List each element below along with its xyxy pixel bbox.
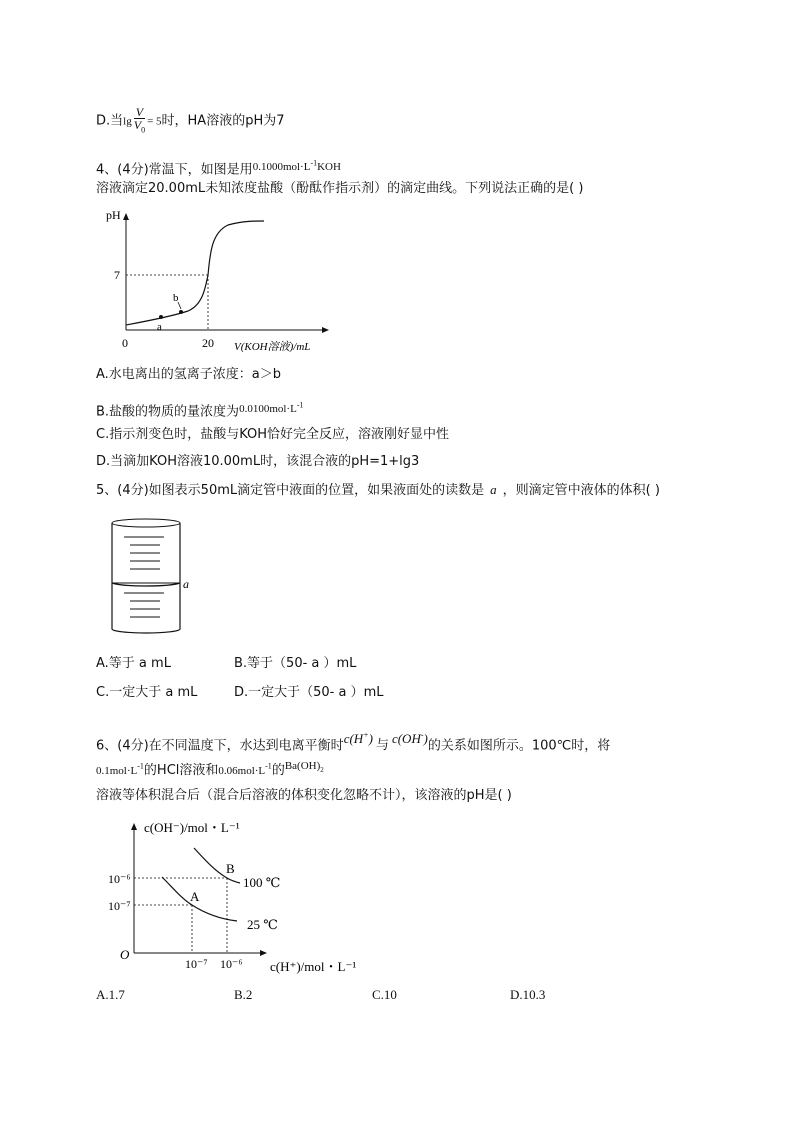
- q4-point-a: [159, 315, 163, 319]
- q6-c-h: c(H+): [343, 731, 373, 747]
- q5-option-b: B.等于（50- a ）mL: [234, 656, 357, 671]
- q6-label-b: B: [226, 861, 235, 876]
- q6-stem-line2: $0.1mol\cdot L^{-1}$的HCl溶液和$0.06mol\cdot L^{-1}$的$^{Ba(OH)_2}$: [96, 760, 324, 778]
- q4-concentration: 0.1000mol·L-1KOH: [252, 158, 341, 173]
- q6-option-b: B.2: [234, 987, 253, 1002]
- q6-baoh2: Ba(OH)2: [284, 760, 324, 775]
- fraction-denominator: $V_0$: [133, 118, 146, 135]
- q6-label-100c: 100 ℃: [243, 875, 281, 890]
- q6-y-arrow: [131, 823, 137, 830]
- q5-stem-var: a: [490, 482, 497, 497]
- q4-y-label: pH: [106, 208, 121, 222]
- q4-option-a: A.水电离出的氢离子浓度：a＞b: [96, 367, 282, 382]
- q6-stem-line3: 溶液等体积混合后（混合后溶液的体积变化忽略不计），该溶液的pH是( ): [96, 788, 512, 803]
- q4-x-origin: 0: [122, 336, 128, 350]
- q5-upper-graduations: [124, 537, 164, 569]
- q6-x-arrow: [260, 950, 267, 956]
- q4-option-d: D.当滴加KOH溶液10.00mL时，该混合液的pH=1+lg3: [96, 454, 420, 469]
- q5-level-label: a: [183, 577, 189, 591]
- q4-label-b: b: [173, 292, 179, 304]
- q6-stem-line1: 6、(4分)在不同温度下，水达到电离平衡时c(H+) 与 c(OH-)的关系如图所示。100℃时，将: [96, 731, 611, 754]
- v-over-v0-fraction: [134, 106, 145, 136]
- q4-titration-graph: [98, 205, 338, 357]
- q4-label-a: a: [157, 321, 162, 333]
- q6-y-tick-2: 10⁻⁷: [108, 899, 131, 913]
- q5-bottom-rim: [112, 629, 180, 633]
- q5-lower-graduations: [124, 593, 164, 617]
- q6-ionization-graph: [104, 815, 374, 977]
- q6-option-c: C.10: [372, 987, 397, 1002]
- q6-x-tick-2: 10⁻⁶: [220, 957, 243, 971]
- q5-burette-figure: [104, 517, 200, 643]
- equals-five: = 5: [147, 115, 162, 128]
- q6-origin: O: [120, 947, 130, 962]
- q4-titration-curve: [126, 221, 264, 325]
- q6-option-a: A.1.7: [96, 987, 125, 1002]
- fraction-numerator: V: [135, 105, 144, 119]
- q5-option-a: A.等于 a mL: [96, 656, 171, 671]
- q3-d-suffix: 时，HA溶液的pH为7: [161, 113, 285, 129]
- q5-option-d: D.一定大于（50- a ）mL: [234, 685, 384, 700]
- q6-x-tick-1: 10⁻⁷: [185, 957, 208, 971]
- lg-symbol: lg: [123, 115, 132, 128]
- q6-y-label: c(OH⁻)/mol・L⁻¹: [144, 820, 240, 835]
- q6-option-d: D.10.3: [510, 987, 546, 1002]
- q4-x-label: V(KOH溶液)/mL: [234, 341, 311, 353]
- q3-option-d: [96, 106, 285, 136]
- q4-stem-line1: 4、(4分)常温下，如图是用$^{0.1000mol\cdot L^{-1}KOH}$: [96, 158, 341, 178]
- q4-point-b: [179, 310, 183, 314]
- q5-top-rim: [112, 519, 180, 527]
- q6-y-tick-1: 10⁻⁶: [108, 872, 131, 886]
- q6-label-25c: 25 ℃: [247, 917, 278, 932]
- q4-x-arrow: [322, 327, 329, 333]
- q4-y-tick-7: 7: [114, 268, 120, 282]
- q6-label-a: A: [190, 889, 200, 904]
- q4-y-arrow: [123, 213, 129, 220]
- q6-c-oh: c(OH-): [391, 731, 428, 747]
- q4-option-c: C.指示剂变色时，盐酸与KOH恰好完全反应，溶液刚好显中性: [96, 427, 450, 442]
- q3-d-prefix: D.当: [96, 113, 124, 129]
- q4-option-b: B.盐酸的物质的量浓度为$^{0.0100mol\cdot L^{-1}}$: [96, 400, 304, 420]
- q6-x-label: c(H⁺)/mol・L⁻¹: [270, 959, 357, 974]
- q4-b-value: 0.0100mol·L-1: [239, 400, 304, 415]
- q5-stem: 5、(4分)如图表示50mL滴定管中液面的位置，如果液面处的读数是 a ，则滴定管中液体的体积( ): [96, 482, 660, 498]
- q6-curve-25c: [162, 877, 237, 921]
- q4-stem-line2: 溶液滴定20.00mL未知浓度盐酸（酚酞作指示剂）的滴定曲线。下列说法正确的是( ): [96, 181, 584, 196]
- q4-x-tick-20: 20: [202, 336, 214, 350]
- q5-option-c: C.一定大于 a mL: [96, 685, 198, 700]
